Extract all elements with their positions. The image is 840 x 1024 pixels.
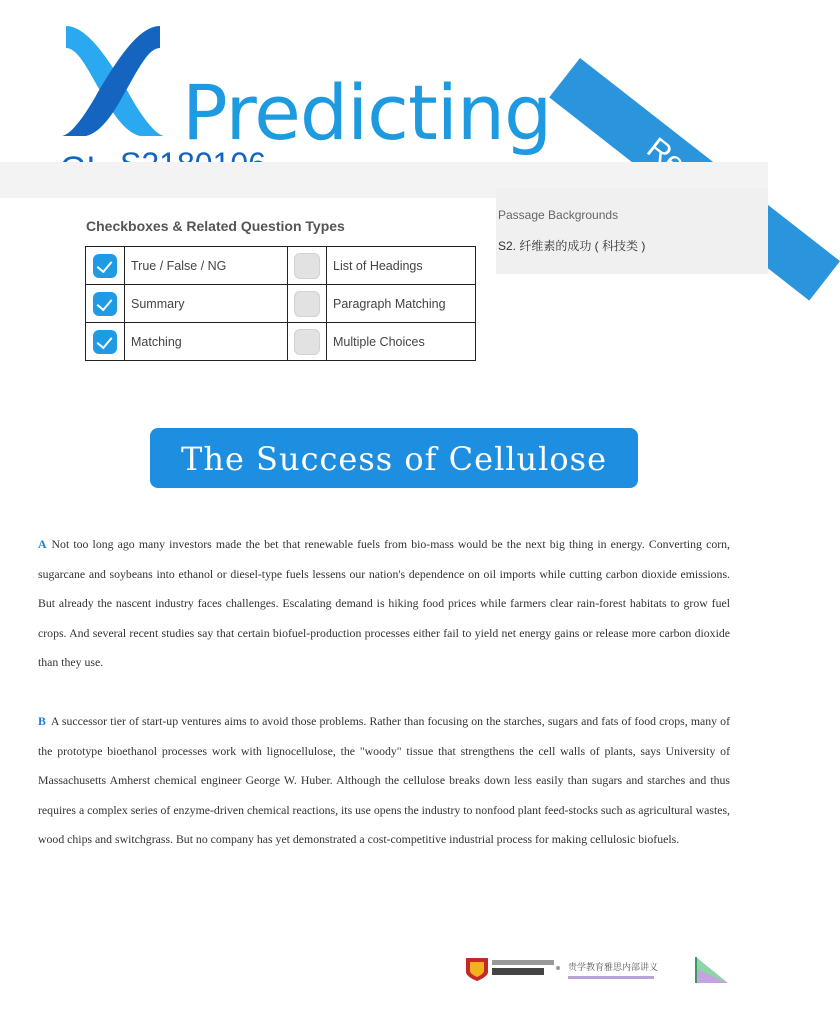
question-type-label: List of Headings: [327, 247, 476, 285]
passage-background-title: Passage Backgrounds: [498, 208, 619, 222]
footer-text: 贵学教育雅思内部讲义: [568, 962, 659, 972]
question-type-label: Paragraph Matching: [327, 285, 476, 323]
checkbox-summary[interactable]: [93, 292, 117, 316]
passage-title-banner: The Success of Cellulose: [150, 428, 638, 488]
paragraph-a: [38, 530, 730, 678]
passage-background-text: S2. 纤维素的成功 ( 科技类 ): [498, 239, 646, 253]
question-types-table: [85, 246, 476, 361]
question-type-label: True / False / NG: [125, 247, 288, 285]
x-logo-icon: [58, 22, 168, 140]
paragraph-b: [38, 707, 730, 855]
paragraph-letter: B: [38, 714, 46, 728]
question-types-title: Checkboxes & Related Question Types: [86, 218, 345, 234]
checkbox-paragraph-matching[interactable]: [294, 291, 320, 317]
brand-title: Predicting: [182, 68, 552, 157]
paragraph-letter: A: [38, 537, 47, 551]
checkbox-matching[interactable]: [93, 330, 117, 354]
footer-dot: [556, 966, 560, 970]
passage-background-panel: [496, 188, 768, 274]
table-row: [86, 285, 476, 323]
footer-underline: [568, 976, 654, 979]
checkbox-multiple-choices[interactable]: [294, 329, 320, 355]
checkbox-list-of-headings[interactable]: [294, 253, 320, 279]
question-type-label: Matching: [125, 323, 288, 361]
question-type-label: Summary: [125, 285, 288, 323]
paragraph-text: A successor tier of start-up ventures aims to avoid those problems. Rather than focusing on the starches, sugars and fats of food crops, many of the prototype bioethanol processes work with lignocellulose, the "woody" tissue that strengthens the cell walls of plants, says University of Massachusetts Amherst chemical engineer George W. Huber. Although the cellulose breaks down less easily than sugars and starches and thus requires a complex series of enzyme-driven chemical reactions, its use opens the industry to nonfood plant feed-stocks such as agricultural wastes, wood chips and switchgrass. But no company has yet demonstrated a cost-competitive industrial process for making cellulosic biofuels.: [38, 714, 730, 846]
publisher-logo-icon: [462, 952, 562, 982]
reading-ribbon: [568, 0, 768, 170]
question-type-label: Multiple Choices: [327, 323, 476, 361]
checkbox-true-false-ng[interactable]: [93, 254, 117, 278]
paragraph-text: Not too long ago many investors made the bet that renewable fuels from bio-mass would be the next big thing in energy. Converting corn, sugarcane and soybeans into ethanol or diesel-type fuels lessens our nation's dependence on oil imports while cutting carbon dioxide emissions. But already the nascent industry faces challenges. Escalating demand is hiking food prices while farmers clear rain-forest habitats to grow fuel crops. And several recent studies say that certain biofuel-production processes either fail to yield net energy gains or release more carbon dioxide than they use.: [38, 537, 730, 669]
table-row: [86, 323, 476, 361]
table-row: [86, 247, 476, 285]
corner-triangle-icon: [694, 955, 730, 985]
